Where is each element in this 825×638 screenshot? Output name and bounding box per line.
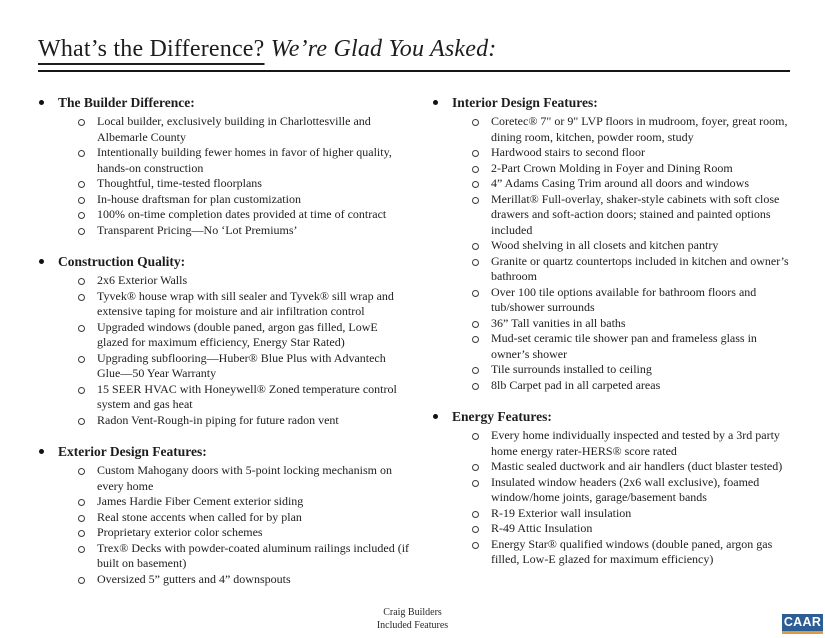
- page-footer: [0, 607, 825, 632]
- hollow-circle-bullet-icon: [78, 499, 85, 506]
- hollow-circle-bullet-icon: [472, 526, 479, 533]
- feature-section: [38, 254, 410, 428]
- list-item-text: 100% on-time completion dates provided at time of contract: [97, 207, 387, 221]
- filled-bullet-icon: [39, 259, 44, 264]
- list-item: [432, 521, 792, 537]
- list-item-text: Radon Vent-Rough-in piping for future radon vent: [97, 412, 339, 427]
- list-item: [38, 207, 410, 223]
- list-item-text: Hardwood stairs to second floor: [491, 145, 645, 159]
- list-item-text: Oversized 5” gutters and 4” downspouts: [97, 571, 291, 586]
- list-item: [38, 176, 410, 192]
- hollow-circle-bullet-icon: [78, 418, 85, 425]
- hollow-circle-bullet-icon: [78, 119, 85, 126]
- hollow-circle-bullet-icon: [472, 119, 479, 126]
- list-item: [38, 382, 410, 413]
- hollow-circle-bullet-icon: [472, 383, 479, 390]
- hollow-circle-bullet-icon: [78, 356, 85, 363]
- filled-bullet-icon: [433, 100, 438, 105]
- hollow-circle-bullet-icon: [472, 181, 479, 188]
- hollow-circle-bullet-icon: [78, 294, 85, 301]
- hollow-circle-bullet-icon: [78, 228, 85, 235]
- hollow-circle-bullet-icon: [78, 325, 85, 332]
- footer-line-1: Craig Builders: [383, 607, 442, 618]
- list-item-text: Wood shelving in all closets and kitchen pantry: [491, 238, 719, 252]
- caar-logo-strip: [782, 631, 823, 634]
- list-item: [432, 161, 792, 177]
- list-item-text: In-house draftsman for plan customization: [97, 191, 301, 206]
- list-item: [432, 316, 792, 332]
- section-header: [38, 254, 410, 270]
- list-item: [432, 238, 792, 254]
- list-item: [38, 413, 410, 429]
- list-item-text: Transparent Pricing—No ‘Lot Premiums’: [97, 222, 298, 237]
- section-item-list: [38, 114, 410, 238]
- caar-logo-text: CAAR: [783, 615, 822, 629]
- page-title-italic: We’re Glad You Asked:: [264, 36, 497, 62]
- list-item: [432, 331, 792, 362]
- hollow-circle-bullet-icon: [78, 577, 85, 584]
- list-item-text: Insulated window headers (2x6 wall exclusive), foamed window/home joints, garage/basement bands: [491, 474, 760, 504]
- list-item: [38, 541, 410, 572]
- list-item-text: Custom Mahogany doors with 5-point locking mechanism on every home: [97, 463, 392, 493]
- hollow-circle-bullet-icon: [472, 433, 479, 440]
- hollow-circle-bullet-icon: [472, 243, 479, 250]
- section-header: [38, 95, 410, 111]
- hollow-circle-bullet-icon: [472, 511, 479, 518]
- list-item-text: Tile surrounds installed to ceiling: [491, 362, 652, 376]
- hollow-circle-bullet-icon: [78, 150, 85, 157]
- section-title: The Builder Difference:: [58, 95, 195, 110]
- list-item-text: R-19 Exterior wall insulation: [491, 505, 632, 520]
- hollow-circle-bullet-icon: [78, 468, 85, 475]
- section-header: [38, 444, 410, 460]
- section-title: Energy Features:: [452, 409, 552, 424]
- list-item: [38, 273, 410, 289]
- list-item-text: Mastic sealed ductwork and air handlers (duct blaster tested): [491, 459, 783, 473]
- page-title: [38, 36, 790, 63]
- section-item-list: [38, 273, 410, 428]
- section-header: [432, 95, 792, 111]
- list-item: [38, 192, 410, 208]
- hollow-circle-bullet-icon: [472, 367, 479, 374]
- feature-section: [432, 409, 792, 568]
- list-item-text: Over 100 tile options available for bathroom floors and tub/shower surrounds: [491, 284, 757, 314]
- list-item: [432, 506, 792, 522]
- list-item: [432, 428, 792, 459]
- hollow-circle-bullet-icon: [472, 290, 479, 297]
- list-item-text: Intentionally building fewer homes in favor of higher quality, hands-on construction: [97, 145, 392, 175]
- hollow-circle-bullet-icon: [78, 197, 85, 204]
- list-item: [432, 459, 792, 475]
- feature-section: [38, 95, 410, 238]
- hollow-circle-bullet-icon: [78, 515, 85, 522]
- list-item: [432, 192, 792, 239]
- section-title: Exterior Design Features:: [58, 444, 207, 459]
- section-title: Construction Quality:: [58, 254, 186, 269]
- list-item: [38, 463, 410, 494]
- list-item: [432, 537, 792, 568]
- hollow-circle-bullet-icon: [472, 542, 479, 549]
- hollow-circle-bullet-icon: [472, 197, 479, 204]
- list-item-text: 8lb Carpet pad in all carpeted areas: [491, 377, 661, 392]
- list-item: [38, 351, 410, 382]
- title-rule: [38, 70, 790, 72]
- list-item-text: Thoughtful, time-tested floorplans: [97, 176, 262, 190]
- list-item: [432, 145, 792, 161]
- list-item-text: Proprietary exterior color schemes: [97, 525, 263, 539]
- list-item: [432, 362, 792, 378]
- list-item: [432, 114, 792, 145]
- section-title: Interior Design Features:: [452, 95, 598, 110]
- hollow-circle-bullet-icon: [78, 212, 85, 219]
- list-item: [38, 145, 410, 176]
- list-item-text: Local builder, exclusively building in Charlottesville and Albemarle County: [97, 114, 371, 144]
- caar-logo: [782, 614, 823, 634]
- hollow-circle-bullet-icon: [472, 321, 479, 328]
- section-item-list: [432, 428, 792, 568]
- list-item-text: Real stone accents when called for by plan: [97, 509, 302, 524]
- hollow-circle-bullet-icon: [78, 546, 85, 553]
- list-item-text: 2x6 Exterior Walls: [97, 273, 188, 287]
- hollow-circle-bullet-icon: [78, 278, 85, 285]
- section-item-list: [432, 114, 792, 393]
- feature-section: [38, 444, 410, 587]
- list-item-text: Upgrading subflooring—Huber® Blue Plus with Advantech Glue—50 Year Warranty: [97, 350, 386, 380]
- left-column: [38, 95, 410, 603]
- list-item: [432, 475, 792, 506]
- list-item: [38, 525, 410, 541]
- list-item-text: 36” Tall vanities in all baths: [491, 315, 626, 330]
- list-item-text: 2-Part Crown Molding in Foyer and Dining Room: [491, 160, 733, 175]
- list-item-text: Energy Star® qualified windows (double paned, argon gas filled, Low-E glazed for maximum efficiency): [491, 536, 773, 566]
- list-item-text: Trex® Decks with powder-coated aluminum railings included (if built on basement): [97, 540, 410, 570]
- list-item: [38, 320, 410, 351]
- list-item-text: Merillat® Full-overlay, shaker-style cabinets with soft close drawers and soft-action doors; stained and painted options included: [491, 191, 780, 237]
- list-item-text: R-49 Attic Insulation: [491, 521, 593, 535]
- two-column-layout: [38, 95, 790, 603]
- hollow-circle-bullet-icon: [78, 387, 85, 394]
- hollow-circle-bullet-icon: [472, 336, 479, 343]
- hollow-circle-bullet-icon: [78, 530, 85, 537]
- filled-bullet-icon: [39, 100, 44, 105]
- page-title-regular: What’s the Difference?: [38, 36, 265, 62]
- hollow-circle-bullet-icon: [472, 480, 479, 487]
- hollow-circle-bullet-icon: [472, 166, 479, 173]
- list-item: [38, 510, 410, 526]
- list-item-text: Mud-set ceramic tile shower pan and frameless glass in owner’s shower: [491, 331, 757, 361]
- list-item: [38, 289, 410, 320]
- list-item: [432, 176, 792, 192]
- list-item: [38, 494, 410, 510]
- filled-bullet-icon: [39, 449, 44, 454]
- footer-line-2: Included Features: [376, 619, 449, 631]
- list-item: [38, 114, 410, 145]
- hollow-circle-bullet-icon: [472, 150, 479, 157]
- list-item-text: Tyvek® house wrap with sill sealer and Tyvek® sill wrap and extensive taping for moisture and air infiltration control: [97, 288, 394, 318]
- list-item: [38, 572, 410, 588]
- list-item-text: James Hardie Fiber Cement exterior siding: [97, 494, 304, 508]
- list-item: [38, 223, 410, 239]
- hollow-circle-bullet-icon: [472, 259, 479, 266]
- filled-bullet-icon: [433, 414, 438, 419]
- section-item-list: [38, 463, 410, 587]
- list-item-text: 15 SEER HVAC with Honeywell® Zoned temperature control system and gas heat: [97, 381, 397, 411]
- hollow-circle-bullet-icon: [472, 464, 479, 471]
- list-item-text: Every home individually inspected and tested by a 3rd party home energy rater-HERS® score rated: [491, 428, 780, 458]
- list-item-text: Coretec® 7" or 9" LVP floors in mudroom, foyer, great room, dining room, kitchen, powder room, study: [491, 114, 788, 144]
- list-item: [432, 254, 792, 285]
- section-header: [432, 409, 792, 425]
- list-item-text: Upgraded windows (double paned, argon gas filled, LowE glazed for maximum efficiency, Energy Star Rated): [97, 319, 378, 349]
- list-item: [432, 285, 792, 316]
- feature-section: [432, 95, 792, 393]
- hollow-circle-bullet-icon: [78, 181, 85, 188]
- list-item-text: Granite or quartz countertops included in kitchen and owner’s bathroom: [491, 253, 789, 283]
- right-column: [432, 95, 792, 603]
- list-item: [432, 378, 792, 394]
- list-item-text: 4” Adams Casing Trim around all doors and windows: [491, 176, 749, 190]
